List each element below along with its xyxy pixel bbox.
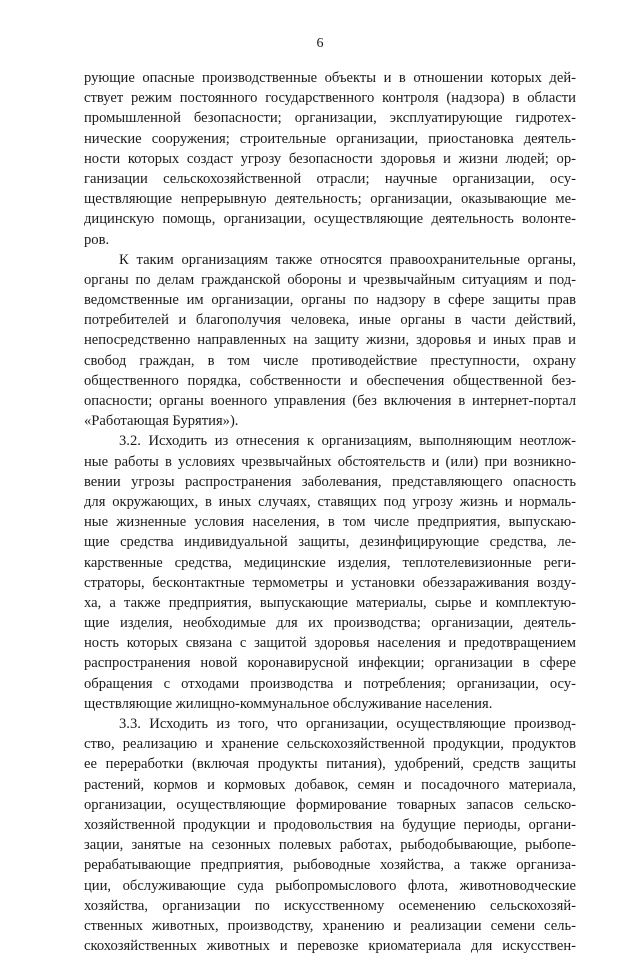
text-line: ха, а также предприятия, выпускающие материалы, сырье и комплектую- — [84, 594, 576, 611]
text-line: рующие опасные производственные объекты и в отношении которых дей- — [84, 70, 576, 86]
text-line: общественного порядка, собственности и обеспечения общественной без- — [84, 372, 576, 389]
text-line: обращения с отходами производства и потребления; организации, осу- — [84, 675, 576, 692]
text-line: рерабатывающие предприятия, рыбоводные хозяйства, а также организа- — [84, 857, 576, 874]
text-line: организации, осуществляющие формирование товарных запасов сельско- — [84, 796, 576, 813]
text-line: ные жизненные условия населения, в том числе предприятия, выпускаю- — [84, 514, 576, 531]
text-line: щие изделия, необходимые для их производства; организации, деятель- — [84, 615, 576, 632]
text-line: опасности; органы военного управления (без включения в интернет-портал — [84, 393, 576, 409]
text-line: карственные средства, медицинские изделия, теплотелевизионные реги- — [84, 554, 576, 571]
text-line: ществляющие непрерывную деятельность; организации, оказывающие ме- — [84, 191, 576, 208]
text-line: хозяйственной продукции и продовольствия на будущие периоды, органи- — [84, 816, 576, 833]
text-line: растений, кормов и кормовых добавок, семян и посадочного материала, — [84, 776, 576, 793]
text-line: ные работы в условиях чрезвычайных обстоятельств и (или) при возникно- — [84, 453, 576, 470]
text-line: скохозяйственных животных и перевозке криоматериала для искусствен- — [84, 938, 576, 955]
text-line: ведомственные им организации, органы по надзору в сфере защиты прав — [84, 292, 576, 309]
text-line: страторы, бесконтактные термометры и установки обеззараживания возду- — [84, 574, 576, 591]
text-line: «Работающая Бурятия»). — [84, 413, 239, 430]
text-line: ственных животных, производству, хранению и реализации семени сель- — [84, 917, 576, 934]
text-line: непосредственно направленных на защиту жизни, здоровья и иных прав и — [84, 332, 576, 349]
text-line: органы по делам гражданской обороны и чрезвычайным ситуациям и под- — [84, 271, 576, 288]
text-line: распространения новой коронавирусной инфекции; организации в сфере — [84, 655, 576, 672]
paragraph-first-line: 3.2. Исходить из отнесения к организациям, выполняющим неотлож- — [119, 433, 576, 450]
text-line: щие средства индивидуальной защиты, дезинфицирующие средства, ле- — [84, 534, 576, 551]
text-line: для окружающих, в иных случаях, ставящих под угрозу жизнь и нормаль- — [84, 493, 576, 510]
text-line: ствует режим постоянного государственного контроля (надзора) в области — [84, 90, 576, 107]
text-line: нические сооружения; строительные организации, приостановка деятель- — [84, 130, 576, 147]
text-line: ее переработки (включая продукты питания), удобрений, средств защиты — [84, 756, 576, 773]
text-line: ность которых связана с защитой здоровья населения и предотвращением — [84, 635, 576, 652]
text-line: ществляющие жилищно-коммунальное обслуживание населения. — [84, 695, 493, 712]
paragraph-first-line: К таким организациям также относятся правоохранительные органы, — [119, 251, 576, 268]
text-line: хозяйства, организации по искусственному осеменению сельскохозяй- — [84, 897, 576, 914]
text-line: ции, обслуживающие суда рыбопромыслового флота, животноводческие — [84, 877, 576, 894]
text-line: ности которых создаст угрозу безопасности здоровья и жизни людей; ор- — [84, 150, 576, 167]
page-number: 6 — [316, 36, 324, 51]
text-line: дицинскую помощь, организации, осуществляющие деятельность волонте- — [84, 211, 576, 228]
paragraph-first-line: 3.3. Исходить из того, что организации, осуществляющие производ- — [119, 716, 576, 732]
text-line: ство, реализацию и хранение сельскохозяйственной продукции, продуктов — [84, 736, 576, 753]
text-line: ров. — [84, 231, 110, 248]
text-line: вении угрозы распространения заболевания, представляющего опасность — [84, 473, 576, 490]
text-line: свобод граждан, в том числе противодействие преступности, охрану — [84, 352, 576, 369]
text-line: промышленной безопасности; организации, эксплуатирующие гидротех- — [84, 110, 576, 127]
text-line: потребителей и благополучия человека, иные органы в части действий, — [84, 312, 576, 329]
text-line: зации, занятые на сезонных полевых работах, рыбодобывающие, рыбопе- — [84, 837, 576, 854]
body-text — [84, 68, 576, 956]
text-line: ганизации сельскохозяйственной отрасли; научные организации, осу- — [84, 170, 576, 187]
